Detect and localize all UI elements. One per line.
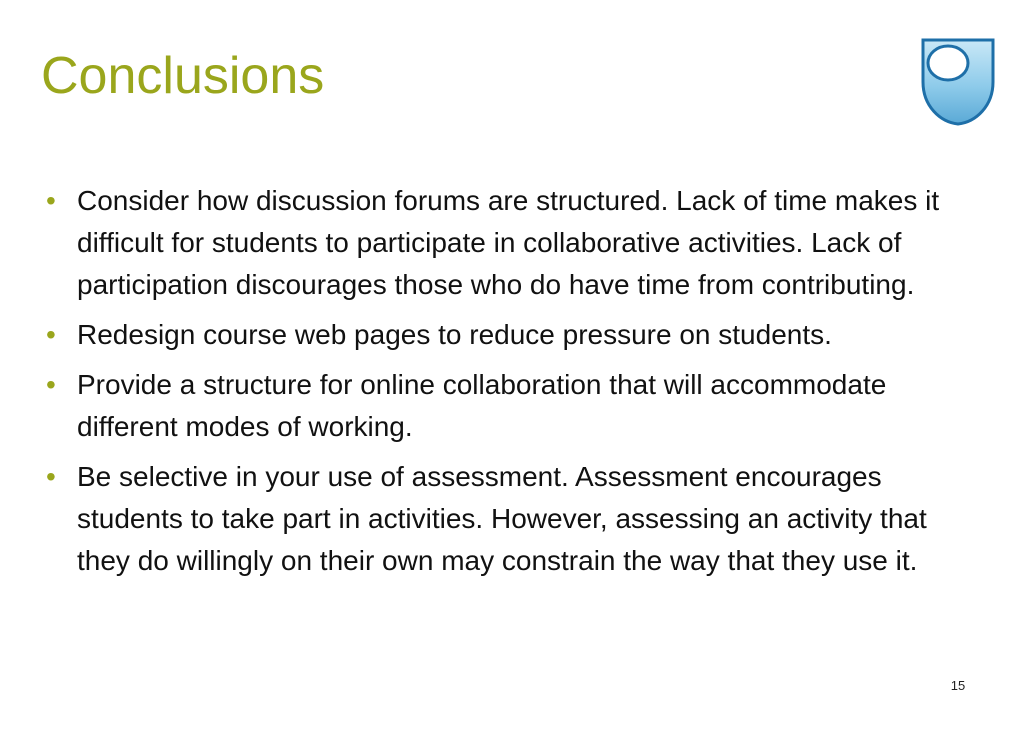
bullet-marker: • bbox=[46, 369, 56, 400]
bullet-text: Redesign course web pages to reduce pressure on students. bbox=[77, 319, 832, 350]
bullet-marker: • bbox=[46, 185, 56, 216]
bullet-item bbox=[46, 364, 966, 448]
bullet-marker: • bbox=[46, 461, 56, 492]
shield-logo-icon bbox=[918, 36, 998, 128]
bullet-marker: • bbox=[46, 319, 56, 350]
bullet-item bbox=[46, 180, 966, 306]
slide-number: 15 bbox=[950, 678, 966, 693]
bullet-item bbox=[46, 314, 966, 356]
slide-title: Conclusions bbox=[41, 47, 325, 105]
bullet-text: Consider how discussion forums are structured. Lack of time makes it difficult for students to participate in collaborative activities. Lack of participation discourages those who do have time from contributing. bbox=[77, 185, 940, 300]
bullet-text: Provide a structure for online collaboration that will accommodate different modes of working. bbox=[77, 369, 887, 442]
bullet-list bbox=[46, 180, 966, 590]
bullet-item bbox=[46, 456, 966, 582]
bullet-text: Be selective in your use of assessment. Assessment encourages students to take part in activities. However, assessing an activity that they do willingly on their own may constrain the way that they use it. bbox=[77, 461, 927, 576]
